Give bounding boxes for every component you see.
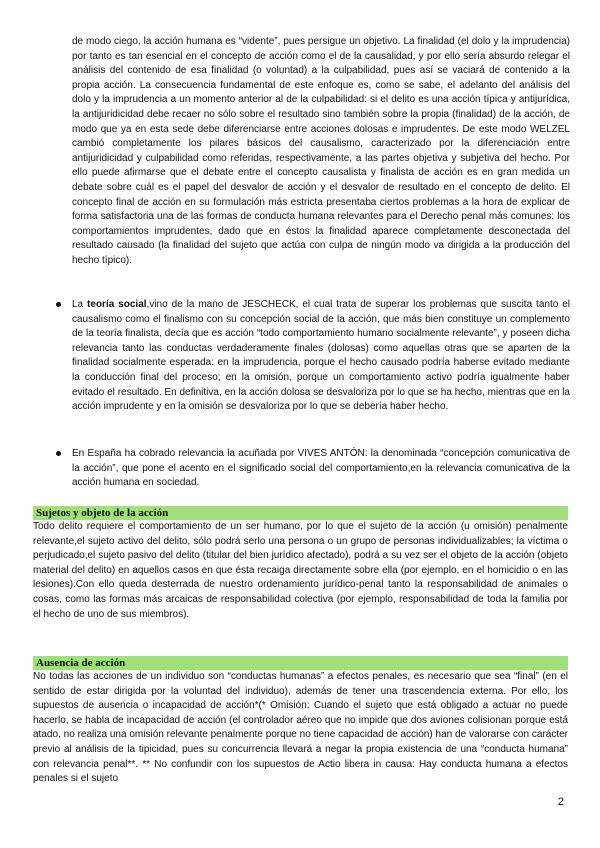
- bullet-text: En España ha cobrado relevancia la acuñada por VIVES ANTÓN: la denominada “concepción comunicativa de la acción”, que pone el acento en el significado social del comportamiento,en la relevancia comunicativa de la acción humana en sociedad.: [72, 448, 570, 489]
- bullet-bold-term: teoría social: [87, 299, 147, 310]
- section-body-sujetos: Todo delito requiere el comportamiento de un ser humano, por lo que el sujeto de la acción (u omisión) penalmente relevante,el sujeto activo del delito, sólo podrá serlo una persona o un grupo de personas individualizables; la víctima o perjudicado,el sujeto pasivo del delito (titular del bien jurídico afectado), podrá a su vez ser el objeto de la acción (objeto material del delito) en aquellos casos en que ésta recaiga directamente sobre ella (por ejemplo, en el homicidio o en las lesiones).Con ello queda desterrada de nuestro ordenamiento jurídico-penal tanto la responsabilidad de animales o cosas, como las formas más arcaicas de responsabilidad colectiva (por ejemplo, responsabilidad de toda la familia por el hecho de uno de sus miembros).: [33, 521, 568, 620]
- section-heading-sujetos: Sujetos y objeto de la acción: [33, 506, 568, 520]
- bullet-icon: [56, 451, 61, 456]
- section-body-ausencia: No todas las acciones de un individuo son “conductas humanas” a efectos penales, es necesario que sea “final” (en el sentido de estar dirigida por la voluntad del individuo), además de tener una trascendencia externa. Por ello, los supuestos de ausencia o incapacidad de acción*(* Omisión: Cuando el sujeto que está obligado a actuar no puede hacerlo, se habla de incapacidad de acción (el controlador aéreo que no impide que dos aviones colisionan porque está atado, no realiza una omisión relevante penalmente porque no tiene capacidad de acción) han de valorarse con carácter previo al análisis de la tipicidad, pues su concurrencia llevará a negar la propia existencia de una “conducta humana” con relevancia penal**. ** No confundir con los supuestos de Actio libera in causa: Hay conducta humana a efectos penales si el sujeto: [33, 671, 568, 785]
- page-number: 2: [557, 796, 564, 808]
- bullet-icon: [56, 302, 61, 307]
- bullet-body: ,vino de la mano de JESCHECK, el cual trata de superar los problemas que suscita tanto el causalismo como el finalismo con su concepción social de la acción, que más bien constituye un complemento de la teoría finalista, decía que es acción “todo comportamiento humano socialmente relevante”, y poseen dicha relevancia tanto las conductas verdaderamente finales (dolosas) como aquellas otras que se aparten de la finalidad socialmente esperada: en la imprudencia, porque el hecho causado podría haberse evitado mediante la conducción final del proceso; en la omisión, porque un comportamiento activo podría igualmente haber evitado el resultado. En definitiva, en la acción dolosa se desvaloriza por lo que se ha hecho, mientras que en la acción imprudente y en la omisión se desvaloriza por lo que se debería haber hecho.: [72, 299, 570, 413]
- continuation-paragraph: de modo ciego, la acción humana es “vidente”, pues persigue un objetivo. La finalidad (el dolo y la imprudencia) por tanto es tan esencial en el concepto de acción como el de la causalidad, y por ello sería absurdo relegar el análisis del contenido de esa finalidad (o voluntad) a la culpabilidad, pues así se vaciará de contenido a la propia acción. La consecuencia fundamental de este enfoque es, como se sabe, el adelanto del análisis del dolo y la imprudencia a un momento anterior al de la culpabilidad: si el delito es una acción típica y antijurídica, la antijuridicidad debe recaer no sólo sobre el resultado sino también sobre la propia (finalidad) de la acción, de modo que ya en esta sede debe diferenciarse entre acciones dolosas e imprudentes. De este modo WELZEL cambió completamente los pilares básicos del causalismo, caracterizado por la diferenciación entre antijuridicidad y culpabilidad como referidas, respectivamente, a las partes objetiva y subjetiva del hecho. Por ello puede afirmarse que el debate entre el concepto causalista y finalista de acción es en gran medida un debate sobre cuál es el papel del desvalor de acción y el desvalor de resultado en el concepto de delito. El concepto final de acción en su formulación más estricta presentaba ciertos problemas a la hora de explicar de forma satisfactoria una de las formas de conducta humana relevantes para el Derecho penal más comunes: los comportamientos imprudentes, dado que en éstos la finalidad aparece completamente desconectada del resultado causado (la finalidad del sujeto que actúa con culpa de ningún modo va dirigida a la producción del hecho típico).: [72, 36, 570, 266]
- bullet-text: [72, 298, 570, 415]
- bullet-lead: La: [72, 299, 88, 310]
- section-heading-ausencia: Ausencia de acción: [33, 656, 568, 670]
